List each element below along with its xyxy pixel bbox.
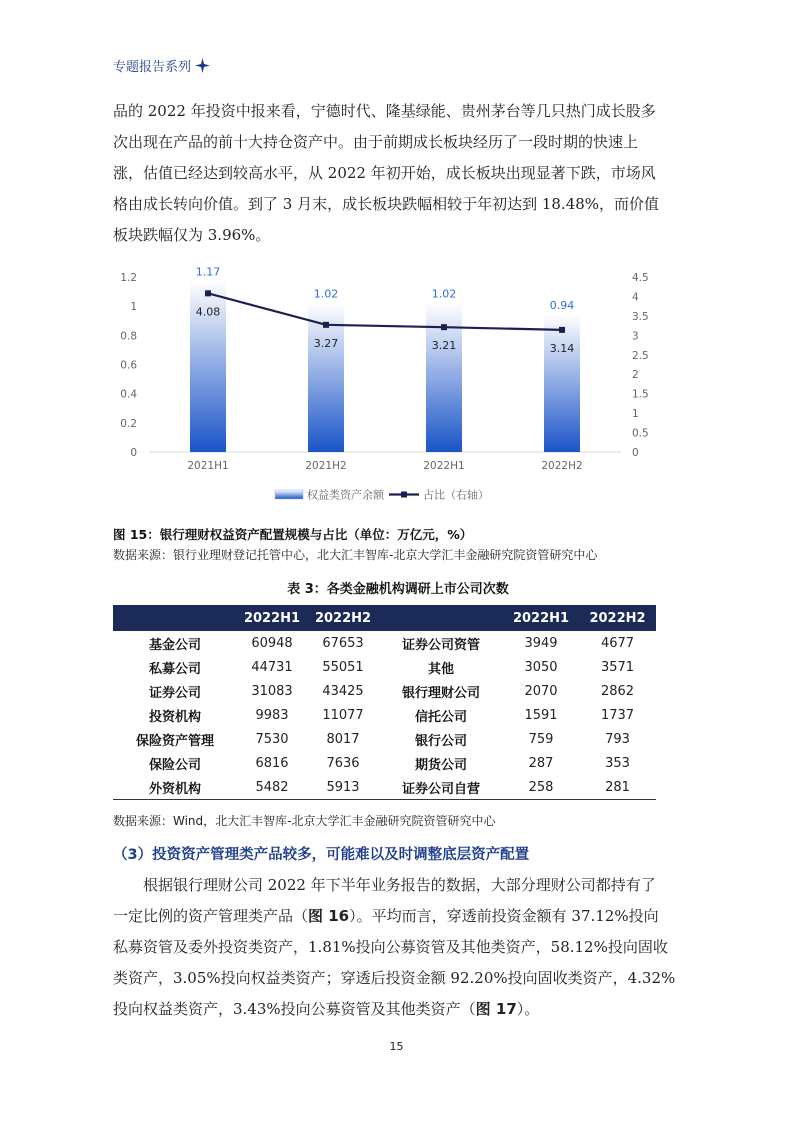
visit-count-cell: 1591: [524, 707, 558, 723]
paragraph-line: [113, 994, 683, 1025]
table-row: [113, 679, 656, 703]
figure-reference: 图 17: [475, 1000, 517, 1018]
institution-name-cell: 信托公司: [414, 709, 467, 725]
bar-data-label: 1.02: [313, 287, 339, 301]
institution-name-cell: 银行公司: [414, 733, 467, 749]
table-row: [113, 655, 656, 679]
visit-count-cell: 2070: [524, 683, 558, 699]
institution-name-cell: 外资机构: [148, 781, 201, 797]
text-segment: 一定比例的资产管理类产品（: [113, 907, 309, 925]
legend-line-marker: [401, 492, 407, 498]
figure-source: 数据来源：银行业理财登记托管中心，北大汇丰智库-北京大学汇丰金融研究院资管研究中心: [113, 548, 598, 562]
visit-count-cell: 7636: [326, 755, 360, 771]
paragraph-line: [113, 901, 683, 932]
chart-legend: [275, 488, 489, 502]
y-right-tick-label: 4: [632, 291, 639, 304]
y-left-tick-label: 0.6: [120, 359, 137, 372]
line-point-marker: [441, 324, 447, 330]
legend-line-label: 占比（右轴）: [423, 488, 489, 502]
visit-count-cell: 55051: [322, 659, 364, 675]
figure-reference: 图 16: [308, 907, 350, 925]
body-paragraph: [113, 870, 683, 1025]
visit-count-cell: 3949: [524, 635, 558, 651]
paragraph-line: 格由成长转向价值。到了 3 月末，成长板块跌幅相较于年初达到 18.48%，而价值: [113, 195, 660, 213]
table-header-row: [113, 605, 656, 631]
header-cell: [113, 605, 237, 631]
x-tick-label: 2021H1: [187, 460, 229, 472]
visit-count-cell: 44731: [251, 659, 293, 675]
bar-data-label: 1.17: [195, 265, 221, 279]
section-heading: （3）投资资产管理类产品较多，可能难以及时调整底层资产配置: [113, 847, 530, 863]
visit-count-cell: 353: [605, 755, 630, 771]
y-left-tick-label: 0.4: [120, 388, 137, 401]
header-cell: 2022H1: [503, 605, 579, 631]
line-point-marker: [323, 322, 329, 328]
visit-count-cell: 1737: [600, 707, 635, 723]
visit-count-cell: 287: [528, 755, 554, 771]
visit-count-cell: 258: [528, 779, 554, 795]
bar-data-label: 0.94: [549, 298, 575, 312]
visit-count-cell: 43425: [322, 683, 364, 699]
line-data-label: 3.14: [549, 341, 575, 355]
page-number: 15: [389, 1040, 404, 1053]
line-data-label: 3.27: [313, 336, 339, 350]
legend-bar-label: 权益类资产余额: [307, 488, 384, 502]
visit-count-cell: 4677: [600, 635, 635, 651]
text-segment: ）。: [516, 1000, 540, 1018]
x-tick-label: 2022H2: [541, 460, 583, 472]
institution-name-cell: 期货公司: [414, 757, 467, 773]
legend-bar-swatch: [275, 490, 303, 499]
institution-name-cell: 投资机构: [148, 709, 201, 725]
table-source: 数据来源：Wind，北大汇丰智库-北京大学汇丰金融研究院资管研究中心: [113, 814, 496, 828]
line-data-label: 3.21: [431, 339, 457, 353]
visit-count-cell: 67653: [322, 635, 364, 651]
table-title: 表 3：各类金融机构调研上市公司次数: [287, 582, 509, 597]
report-series-label: 专题报告系列: [113, 60, 192, 75]
paragraph-line: 根据银行理财公司 2022 年下半年业务报告的数据，大部分理财公司都持有了: [143, 876, 656, 894]
series-line-share: [208, 293, 562, 330]
table-row: [113, 727, 656, 751]
institution-name-cell: 证券公司: [148, 685, 201, 701]
visit-count-cell: 759: [528, 731, 554, 747]
visit-count-cell: 7530: [255, 731, 289, 747]
y-right-tick-label: 3: [632, 330, 639, 343]
line-data-label: 4.08: [195, 305, 221, 319]
sparkle-star-icon: [195, 58, 210, 73]
visit-count-cell: 793: [605, 731, 630, 747]
y-right-tick-label: 2: [632, 369, 639, 382]
paragraph-line: 品的 2022 年投资中报来看，宁德时代、隆基绿能、贵州茅台等几只热门成长股多: [113, 102, 656, 120]
institution-name-cell: 证券公司自营: [401, 781, 480, 797]
paragraph-line: 涨，估值已经达到较高水平，从 2022 年初开始，成长板块出现显著下跌，市场风: [113, 164, 656, 182]
table-row: [113, 703, 656, 727]
institution-visits-table: [113, 605, 656, 800]
paragraph-line: 私募资管及委外投资类资产，1.81%投向公募资管及其他类资产，58.12%投向固收: [113, 938, 668, 956]
visit-count-cell: 9983: [255, 707, 289, 723]
text-segment: ）。平均而言，穿透前投资金额有 37.12%投向: [349, 907, 659, 925]
visit-count-cell: 281: [605, 779, 630, 795]
institution-name-cell: 基金公司: [148, 637, 201, 653]
paragraph-line: 类资产，3.05%投向权益类资产；穿透后投资金额 92.20%投向固收类资产，4.32%: [113, 969, 676, 987]
institution-name-cell: 保险公司: [148, 757, 201, 773]
header-cell: 2022H2: [307, 605, 379, 631]
paragraph-line: 板块跌幅仅为 3.96%。: [113, 226, 271, 244]
institution-name-cell: 私募公司: [148, 661, 201, 677]
equity-assets-chart: [113, 262, 683, 512]
text-segment: 投向权益类资产，3.43%投向公募资管及其他类资产（: [113, 1000, 476, 1018]
y-right-tick-label: 2.5: [632, 349, 649, 362]
y-right-tick-label: 4.5: [632, 272, 649, 284]
visit-count-cell: 31083: [251, 683, 293, 699]
y-left-tick-label: 1.2: [120, 272, 137, 284]
figure-caption: 图 15：银行理财权益资产配置规模与占比（单位：万亿元，%）: [113, 527, 473, 542]
visit-count-cell: 6816: [255, 755, 289, 771]
visit-count-cell: 2862: [600, 683, 635, 699]
visit-count-cell: 5482: [255, 779, 289, 795]
x-tick-label: 2021H2: [305, 460, 347, 472]
visit-count-cell: 60948: [251, 635, 293, 651]
visit-count-cell: 8017: [326, 731, 360, 747]
paragraph-line: 次出现在产品的前十大持仓资产中。由于前期成长板块经历了一段时期的快速上: [113, 133, 639, 151]
table-row: [113, 631, 656, 655]
y-right-tick-label: 0.5: [632, 427, 649, 440]
visit-count-cell: 3571: [600, 659, 635, 675]
visit-count-cell: 11077: [322, 707, 364, 723]
y-right-tick-label: 0: [632, 447, 639, 459]
y-right-tick-label: 3.5: [632, 310, 649, 323]
y-left-tick-label: 0.8: [120, 330, 137, 343]
institution-name-cell: 银行理财公司: [401, 685, 480, 701]
bar-equity-balance: [544, 315, 580, 452]
y-left-tick-label: 0: [130, 447, 137, 459]
institution-name-cell: 保险资产管理: [135, 733, 214, 749]
intro-paragraph: [113, 96, 683, 251]
institution-name-cell: 证券公司资管: [401, 637, 480, 653]
header-cell: 2022H1: [237, 605, 307, 631]
table-row: [113, 751, 656, 775]
y-left-tick-label: 1: [130, 301, 137, 314]
institution-name-cell: 其他: [427, 661, 454, 677]
table-row: [113, 775, 656, 800]
visit-count-cell: 5913: [326, 779, 360, 795]
x-tick-label: 2022H1: [423, 460, 465, 472]
y-right-tick-label: 1.5: [632, 388, 649, 401]
report-series-header: [113, 56, 210, 75]
bar-data-label: 1.02: [431, 287, 457, 301]
line-point-marker: [205, 290, 211, 296]
header-cell: 2022H2: [579, 605, 656, 631]
line-point-marker: [559, 327, 565, 333]
visit-count-cell: 3050: [524, 659, 558, 675]
y-right-tick-label: 1: [632, 408, 639, 421]
header-cell: [379, 605, 503, 631]
y-left-tick-label: 0.2: [120, 417, 137, 430]
